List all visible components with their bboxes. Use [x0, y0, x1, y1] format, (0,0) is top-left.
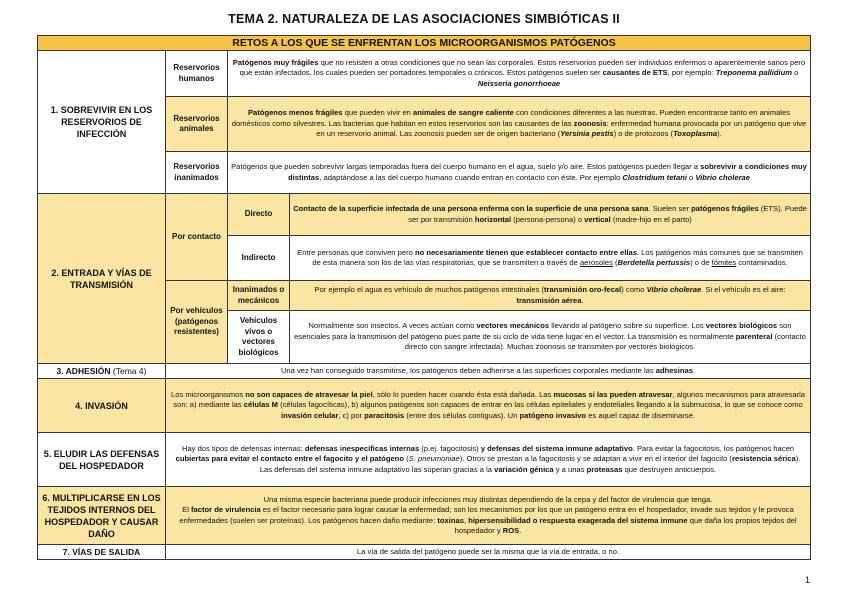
pathogen-challenges-table	[37, 35, 811, 560]
indirect-label: Indirecto	[228, 236, 290, 281]
stage-3-text: Una vez han conseguido transmitirse, los patógenos deben adherirse a las superficies corporales mediante las adhesinas.	[166, 364, 811, 379]
contact-label: Por contacto	[166, 194, 228, 281]
reservoir-inanimate-label: Reservorios inanimados	[166, 152, 228, 194]
stage-4-title: 4. INVASIÓN	[38, 379, 166, 433]
stage-4-text: Los microorganismos no son capaces de atravesar la piel, sólo lo pueden hacer cuando ésta está dañada. Las mucosas si las pueden atravesar, algunos mecanismos para atravesarla son: a) mediante las células M (células fagocíticas), b) algunos patógenos son capaces de entrar en las células epiteliales y endoteliales llegando a la submucosa, lo que se conoce como invasión celular, c) por paracitosis (entre dos células contiguas). Un patógeno invasivo es aquel capaz de diseminarse.	[166, 379, 811, 433]
stage-7-title: 7. VÍAS DE SALIDA	[38, 545, 166, 560]
stage-3-title: 3. ADHESIÓN (Tema 4)	[38, 364, 166, 379]
stage-7-text: La vía de salida del patógeno puede ser la misma que la vía de entrada, o no.	[166, 545, 811, 560]
direct-label: Directo	[228, 194, 290, 236]
living-vector-text: Normalmente son insectos. A veces actúan como vectores mecánicos llevando al patógeno sobre su superficie. Los vectores biológicos son esenciales para la transmisión del patógeno pues parte de su ciclo de vida tiene lugar en el vector. La transmisión es normalmente parenteral (contacto directo con sangre infectada). Muchas zoonosis se transmiten por vectores biológicos.	[290, 311, 811, 364]
table-header: RETOS A LOS QUE SE ENFRENTAN LOS MICROORGANISMOS PATÓGENOS	[38, 36, 811, 51]
stage-1-title: 1. SOBREVIVIR EN LOS RESERVORIOS DE INFECCIÓN	[38, 51, 166, 194]
stage-6-text: Una misma especie bacteriana puede producir infecciones muy distintas dependiendo de la cepa y del factor de virulencia que tenga. El factor de virulencia es el factor necesario para lograr causar la enfermedad; son los mecanismos por los que un patógeno entra en el hospedador, invade sus tejidos y le provoca enfermedades (suelen ser proteínas). Los patógenos hacen daño mediante: toxinas, hipersensibilidad o respuesta exagerada del sistema inmune que daña los propios tejidos del hospedador y ROS.	[166, 487, 811, 545]
reservoir-human-label: Reservorios humanos	[166, 51, 228, 97]
reservoir-animal-text: Patógenos menos frágiles que pueden vivir en animales de sangre caliente con condiciones diferentes a las nuestras. Pueden encontrarse tanto en animales domésticos como silvestres. Las bacterias que habitan en estos reservorios son las causantes de las zoonosis: enfermedad humana provocada por un patógeno que vive en un reservorio animal. Las zoonosis pueden ser de origen bacteriano (Yersinia pestis) o de protozoos (Toxoplasma).	[228, 97, 811, 152]
page-title: TEMA 2. NATURALEZA DE LAS ASOCIACIONES SIMBIÓTICAS II	[228, 12, 620, 26]
page-number: 1	[805, 575, 811, 585]
stage-5-title: 5. ELUDIR LAS DEFENSAS DEL HOSPEDADOR	[38, 433, 166, 487]
inanimate-vehicle-text: Por ejemplo el agua es vehículo de muchos patógenos intestinales (transmisión oro-fecal) como Vibrio cholerae. Si el vehículo es el aire: transmisión aérea.	[290, 281, 811, 311]
vehicle-label: Por vehículos (patógenos resistentes)	[166, 281, 228, 364]
direct-text: Contacto de la superficie infectada de una persona enferma con la superficie de una persona sana. Suelen ser patógenos frágiles (ETS). Puede ser por transmisión horizontal (persona-persona) o vertical (madre-hijo en el parto)	[290, 194, 811, 236]
indirect-text: Entre personas que conviven pero no necesariamente tienen que establecer contacto entre ellas. Los patógenos más comunes que se transmiten de esta manera son los de las vías respiratorias, que se transmiten a través de aerosoles (Berdetella pertussis) o de fómites contaminados.	[290, 236, 811, 281]
living-vector-label: Vehículos vivos o vectores biológicos	[228, 311, 290, 364]
inanimate-vehicle-label: Inanimados o mecánicos	[228, 281, 290, 311]
reservoir-inanimate-text: Patógenos que pueden sobrevivir largas temporadas fuera del cuerpo humano en el agua, suelo y/o aire. Estos patógenos pueden llegar a sobrevivir a condiciones muy distintas, adaptándose a las del cuerpo humano cuando entran en contacto con éste. Por ejemplo Clostridium tetani o Vibrio cholerae	[228, 152, 811, 194]
stage-2-title: 2. ENTRADA Y VÍAS DE TRANSMISIÓN	[38, 194, 166, 364]
stage-5-text: Hay dos tipos de defensas internas: defensas inespecíficas internas (p.ej. fagocitosis) y defensas del sistema inmune adaptativo. Para evitar la fagocitosis, los patógenos hacen cubiertas para evitar el contacto entre el fagocito y el patógeno (S. pneumoniae). Otros se prestan a la fagocitosis y se adaptan a vivir en el interior del fagocito (resistencia sérica). Las defensas del sistema inmune adaptativo las superan gracias a la variación génica y a unas proteasas que destruyen anticuerpos.	[166, 433, 811, 487]
reservoir-human-text: Patógenos muy frágiles que no resisten a otras condiciones que no sean las corporales. Estos reservorios pueden ser individuos enfermos o aparentemente sanos pero que están infectados, los cuales pueden ser portadores temporales o crónicos. Estos patógenos suelen ser causantes de ETS, por ejemplo: Treponema pallidium o Neisseria gonorrhoeae	[228, 51, 811, 97]
document-table-wrapper	[37, 35, 811, 560]
reservoir-animal-label: Reservorios animales	[166, 97, 228, 152]
stage-6-title: 6. MULTIPLICARSE EN LOS TEJIDOS INTERNOS DEL HOSPEDADOR Y CAUSAR DAÑO	[38, 487, 166, 545]
